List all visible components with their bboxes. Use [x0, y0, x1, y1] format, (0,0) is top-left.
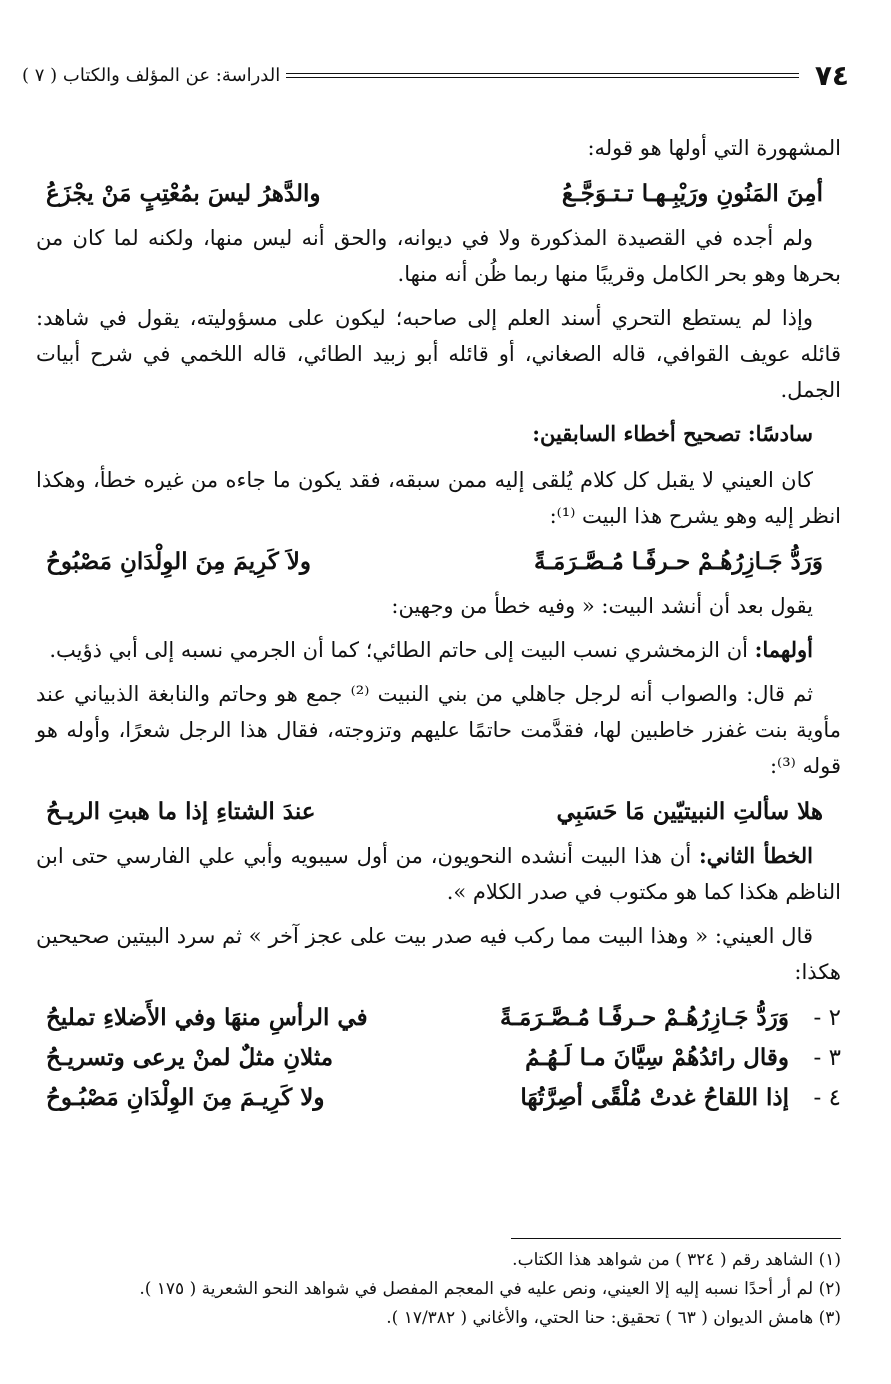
header-rule — [286, 73, 799, 78]
footnote-rule — [511, 1238, 841, 1239]
verse-2 — [36, 542, 841, 582]
verse-1 — [36, 174, 841, 214]
intro-line: المشهورة التي أولها هو قوله: — [587, 136, 841, 160]
verse-3-first-hemistich: هلا سألتِ النبيتيّين مَا حَسَبِي — [556, 798, 823, 825]
verse-3-second-hemistich: عندَ الشتاءِ إذا ما هبتِ الريـحُ — [46, 798, 316, 825]
paragraph-5 — [36, 632, 841, 668]
numbered-verse-row — [36, 998, 841, 1038]
verse-number: ٣ - — [813, 1045, 841, 1071]
footnote-1: (١) الشاهد رقم ( ٣٢٤ ) من شواهد هذا الكتاب. — [512, 1250, 841, 1270]
paragraph-8: قال العيني: « وهذا البيت مما ركب فيه صدر بيت على عجز آخر » ثم سرد البيتين صحيحين هكذا: — [36, 924, 841, 984]
numbered-verse-row — [36, 1038, 841, 1078]
running-title: الدراسة: عن المؤلف والكتاب ( ٧ ) — [22, 64, 281, 86]
second-error-text: أن هذا البيت أنشده النحويون، من أول سيبويه وأبي علي الفارسي حتى ابن الناظم هكذا كما هو مكتوب في صدر الكلام ». — [36, 844, 841, 904]
first-hemistich: إذا اللقاحُ غدتْ مُلْقًى أصِرَّتُهَا — [520, 1084, 789, 1111]
verse-2-second-hemistich: ولاَ كَرِيمَ مِنَ الوِلْدَانِ مَصْبُوحُ — [46, 548, 312, 575]
paragraph-4: يقول بعد أن أنشد البيت: « وفيه خطأ من وجهين: — [391, 594, 813, 618]
numbered-verses — [36, 998, 841, 1118]
verse-1-second-hemistich: والدَّهرُ ليسَ بمُعْتِبٍ مَنْ يجْزَعُ — [46, 180, 321, 207]
second-hemistich: في الرأسِ منهَا وفي الأَضلاءِ تمليحُ — [46, 1004, 368, 1031]
main-text — [36, 130, 841, 1118]
footnotes — [36, 1246, 841, 1333]
verse-2-first-hemistich: وَرَدُّ جَـازِرُهُـمْ حـرفًـا مُـصَّـرَمَـةً — [533, 548, 823, 575]
section-heading: سادسًا: تصحيح أخطاء السابقين: — [532, 421, 813, 446]
numbered-verse-row — [36, 1078, 841, 1118]
footnote-2: (٢) لم أر أحدًا نسبه إليه إلا العيني، ونص عليه في المعجم المفصل في شواهد النحو الشعرية ( ١٧٥ ). — [139, 1279, 841, 1299]
verse-1-first-hemistich: أمِنَ المَنُونِ ورَيْبِـهـا تـتـوَجَّـعُ — [561, 180, 823, 207]
paragraph-7 — [36, 838, 841, 910]
second-hemistich: مثلانِ مثلٌ لمنْ يرعى وتسريـحُ — [46, 1044, 334, 1071]
verse-3 — [36, 792, 841, 832]
paragraph-6: ثم قال: والصواب أنه لرجل جاهلي من بني النبيت ⁽²⁾ جمع هو وحاتم والنابغة الذبياني عند مأوية بنت غفزر خاطبين لها، فقدَّمت حاتمًا عليهم وتزوجته، فقال هذا الرجل شعرًا، وأوله هو قوله ⁽³⁾: — [36, 682, 841, 778]
paragraph-1: ولم أجده في القصيدة المذكورة ولا في ديوانه، والحق أنه ليس منها، ولكنه لما كان من بحرها وهو بحر الكامل وقريبًا منها ربما ظُن أنه منها. — [36, 226, 841, 286]
first-hemistich: وَرَدُّ جَـازِرُهُـمْ حـرفًـا مُـصَّـرَمَـةً — [499, 1004, 789, 1031]
first-error-text: أن الزمخشري نسب البيت إلى حاتم الطائي؛ كما أن الجرمي نسبه إلى أبي ذؤيب. — [49, 638, 755, 662]
page-number: ٧٤ — [814, 58, 849, 92]
second-hemistich: ولا كَرِيـمَ مِنَ الوِلْدَانِ مَصْبُـوحُ — [46, 1084, 325, 1111]
page-header — [22, 58, 849, 92]
first-hemistich: وقال رائدُهُمْ سِيَّانَ مـا لَـهُـمُ — [525, 1044, 789, 1071]
verse-number: ٢ - — [813, 1005, 841, 1031]
paragraph-2: وإذا لم يستطع التحري أسند العلم إلى صاحبه؛ ليكون على مسؤوليته، يقول في شاهد: قائله عويف القوافي، قاله الصغاني، أو قائله أبو زبيد الطائي، قاله اللخمي في شرح أبيات الجمل. — [36, 306, 841, 402]
first-error-label: أولهما: — [754, 637, 813, 662]
second-error-label: الخطأ الثاني: — [699, 843, 813, 868]
footnote-3: (٣) هامش الديوان ( ٦٣ ) تحقيق: حنا الحتي، والأغاني ( ١٧/٣٨٢ ). — [386, 1308, 841, 1328]
verse-number: ٤ - — [813, 1085, 841, 1111]
paragraph-3: كان العيني لا يقبل كل كلام يُلقى إليه ممن سبقه، فقد يكون ما جاءه من غيره خطأ، وهكذا انظر إليه وهو يشرح هذا البيت ⁽¹⁾: — [36, 468, 841, 528]
